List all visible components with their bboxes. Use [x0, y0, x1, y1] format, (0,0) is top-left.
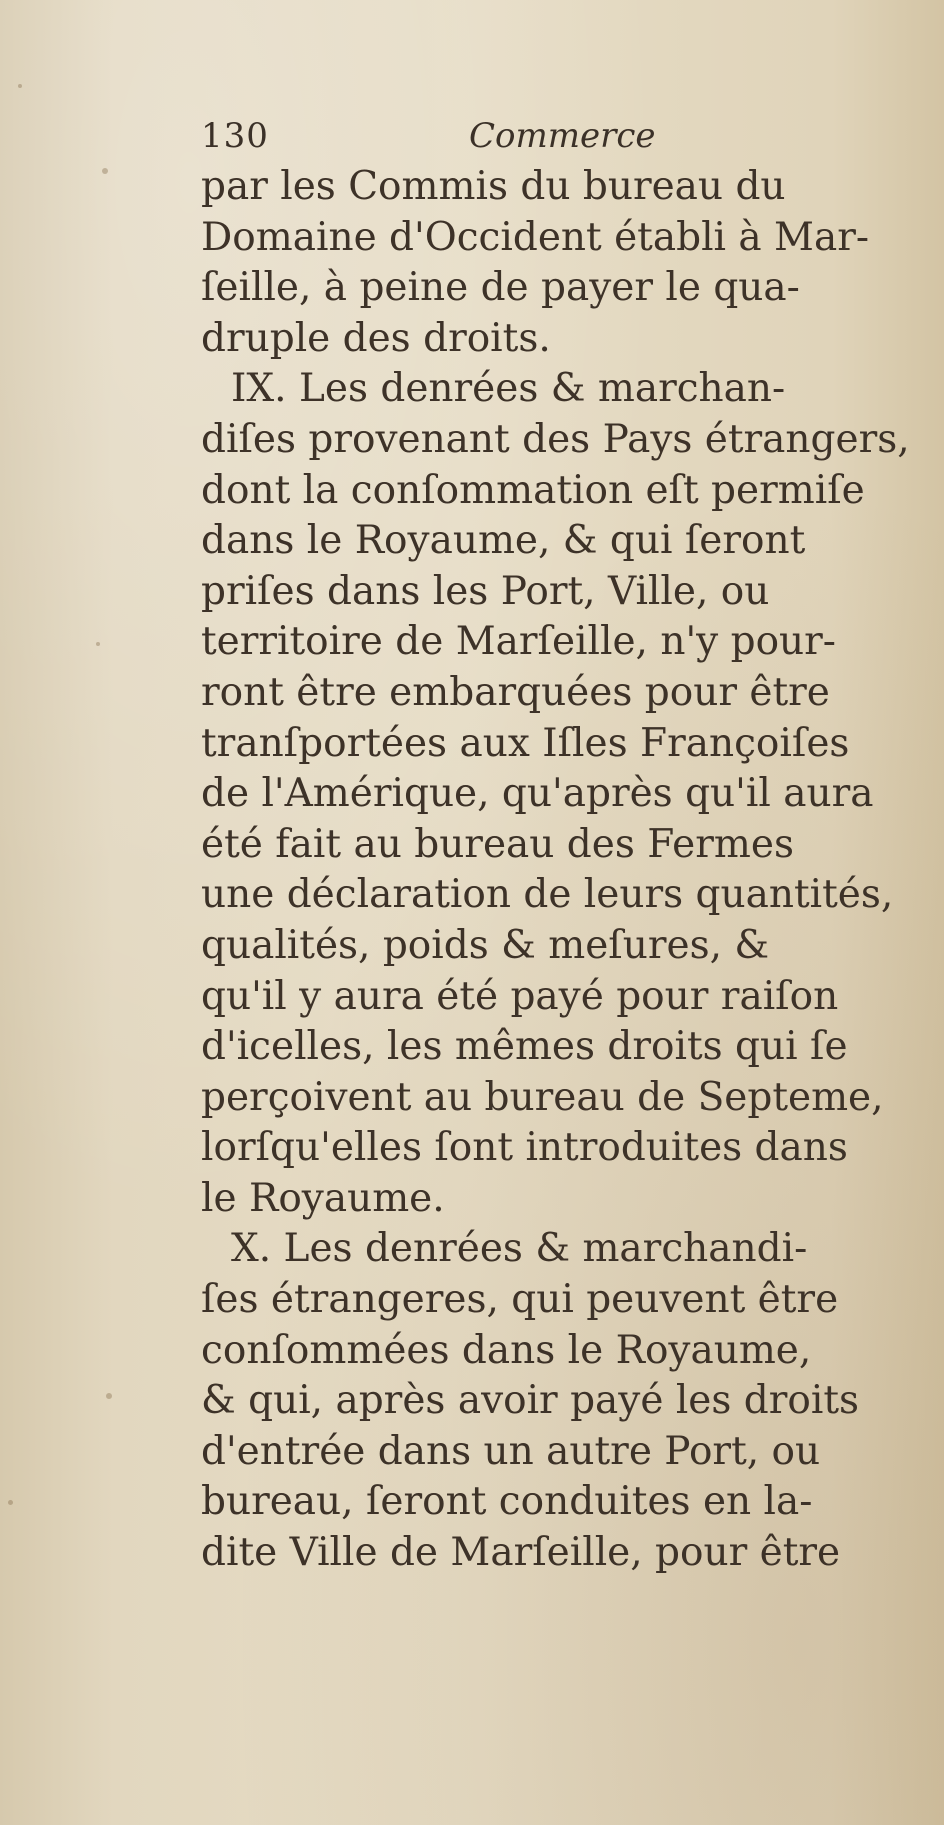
body-text — [201, 162, 921, 1579]
paper-speck — [106, 1393, 112, 1399]
article-x-heading-line: X. Les denrées & marchandi- — [231, 1226, 808, 1272]
paper-speck — [18, 84, 22, 88]
text-line: été fait au bureau des Fermes — [201, 821, 794, 867]
text-line: une déclaration de leurs quantités, — [201, 872, 894, 918]
text-line: priſes dans les Port, Ville, ou — [201, 568, 770, 614]
article-ix-heading-line: IX. Les denrées & marchan- — [231, 366, 786, 412]
text-line: dite Ville de Marſeille, pour être — [201, 1530, 841, 1576]
running-header — [201, 112, 901, 162]
page-number: 130 — [201, 116, 269, 156]
text-line: druple des droits. — [201, 315, 551, 361]
text-line: d'icelles, les mêmes droits qui ſe — [201, 1024, 848, 1070]
text-line: ſeille, à peine de payer le qua- — [201, 265, 800, 311]
paper-speck — [8, 1500, 13, 1505]
text-line: par les Commis du bureau du — [201, 164, 786, 209]
text-line: bureau, ſeront conduites en la- — [201, 1479, 813, 1525]
text-line: conſommées dans le Royaume, — [201, 1327, 812, 1373]
text-line: dont la conſommation eſt permiſe — [201, 467, 865, 513]
text-line: qualités, poids & meſures, & — [201, 922, 770, 968]
paper-speck — [96, 642, 100, 646]
text-line: d'entrée dans un autre Port, ou — [201, 1428, 821, 1474]
text-line: lorſqu'elles ſont introduites dans — [201, 1125, 848, 1171]
running-title: Commerce — [469, 116, 656, 156]
text-line: de l'Amérique, qu'après qu'il aura — [201, 771, 874, 817]
text-line: Domaine d'Occident établi à Mar- — [201, 214, 870, 260]
text-line: ront être embarquées pour être — [201, 669, 830, 715]
text-line: tranſportées aux Iſles Françoiſes — [201, 720, 850, 766]
text-line: & qui, après avoir payé les droits — [201, 1378, 860, 1424]
text-line: perçoivent au bureau de Septeme, — [201, 1074, 884, 1120]
text-line: qu'il y aura été payé pour raiſon — [201, 973, 839, 1019]
text-line: dans le Royaume, & qui ſeront — [201, 518, 806, 564]
paper-speck — [102, 168, 108, 174]
text-line: le Royaume. — [201, 1175, 445, 1221]
text-line: diſes provenant des Pays étrangers, — [201, 416, 910, 462]
text-line: ſes étrangeres, qui peuvent être — [201, 1277, 839, 1323]
text-line: territoire de Marſeille, n'y pour- — [201, 619, 836, 665]
